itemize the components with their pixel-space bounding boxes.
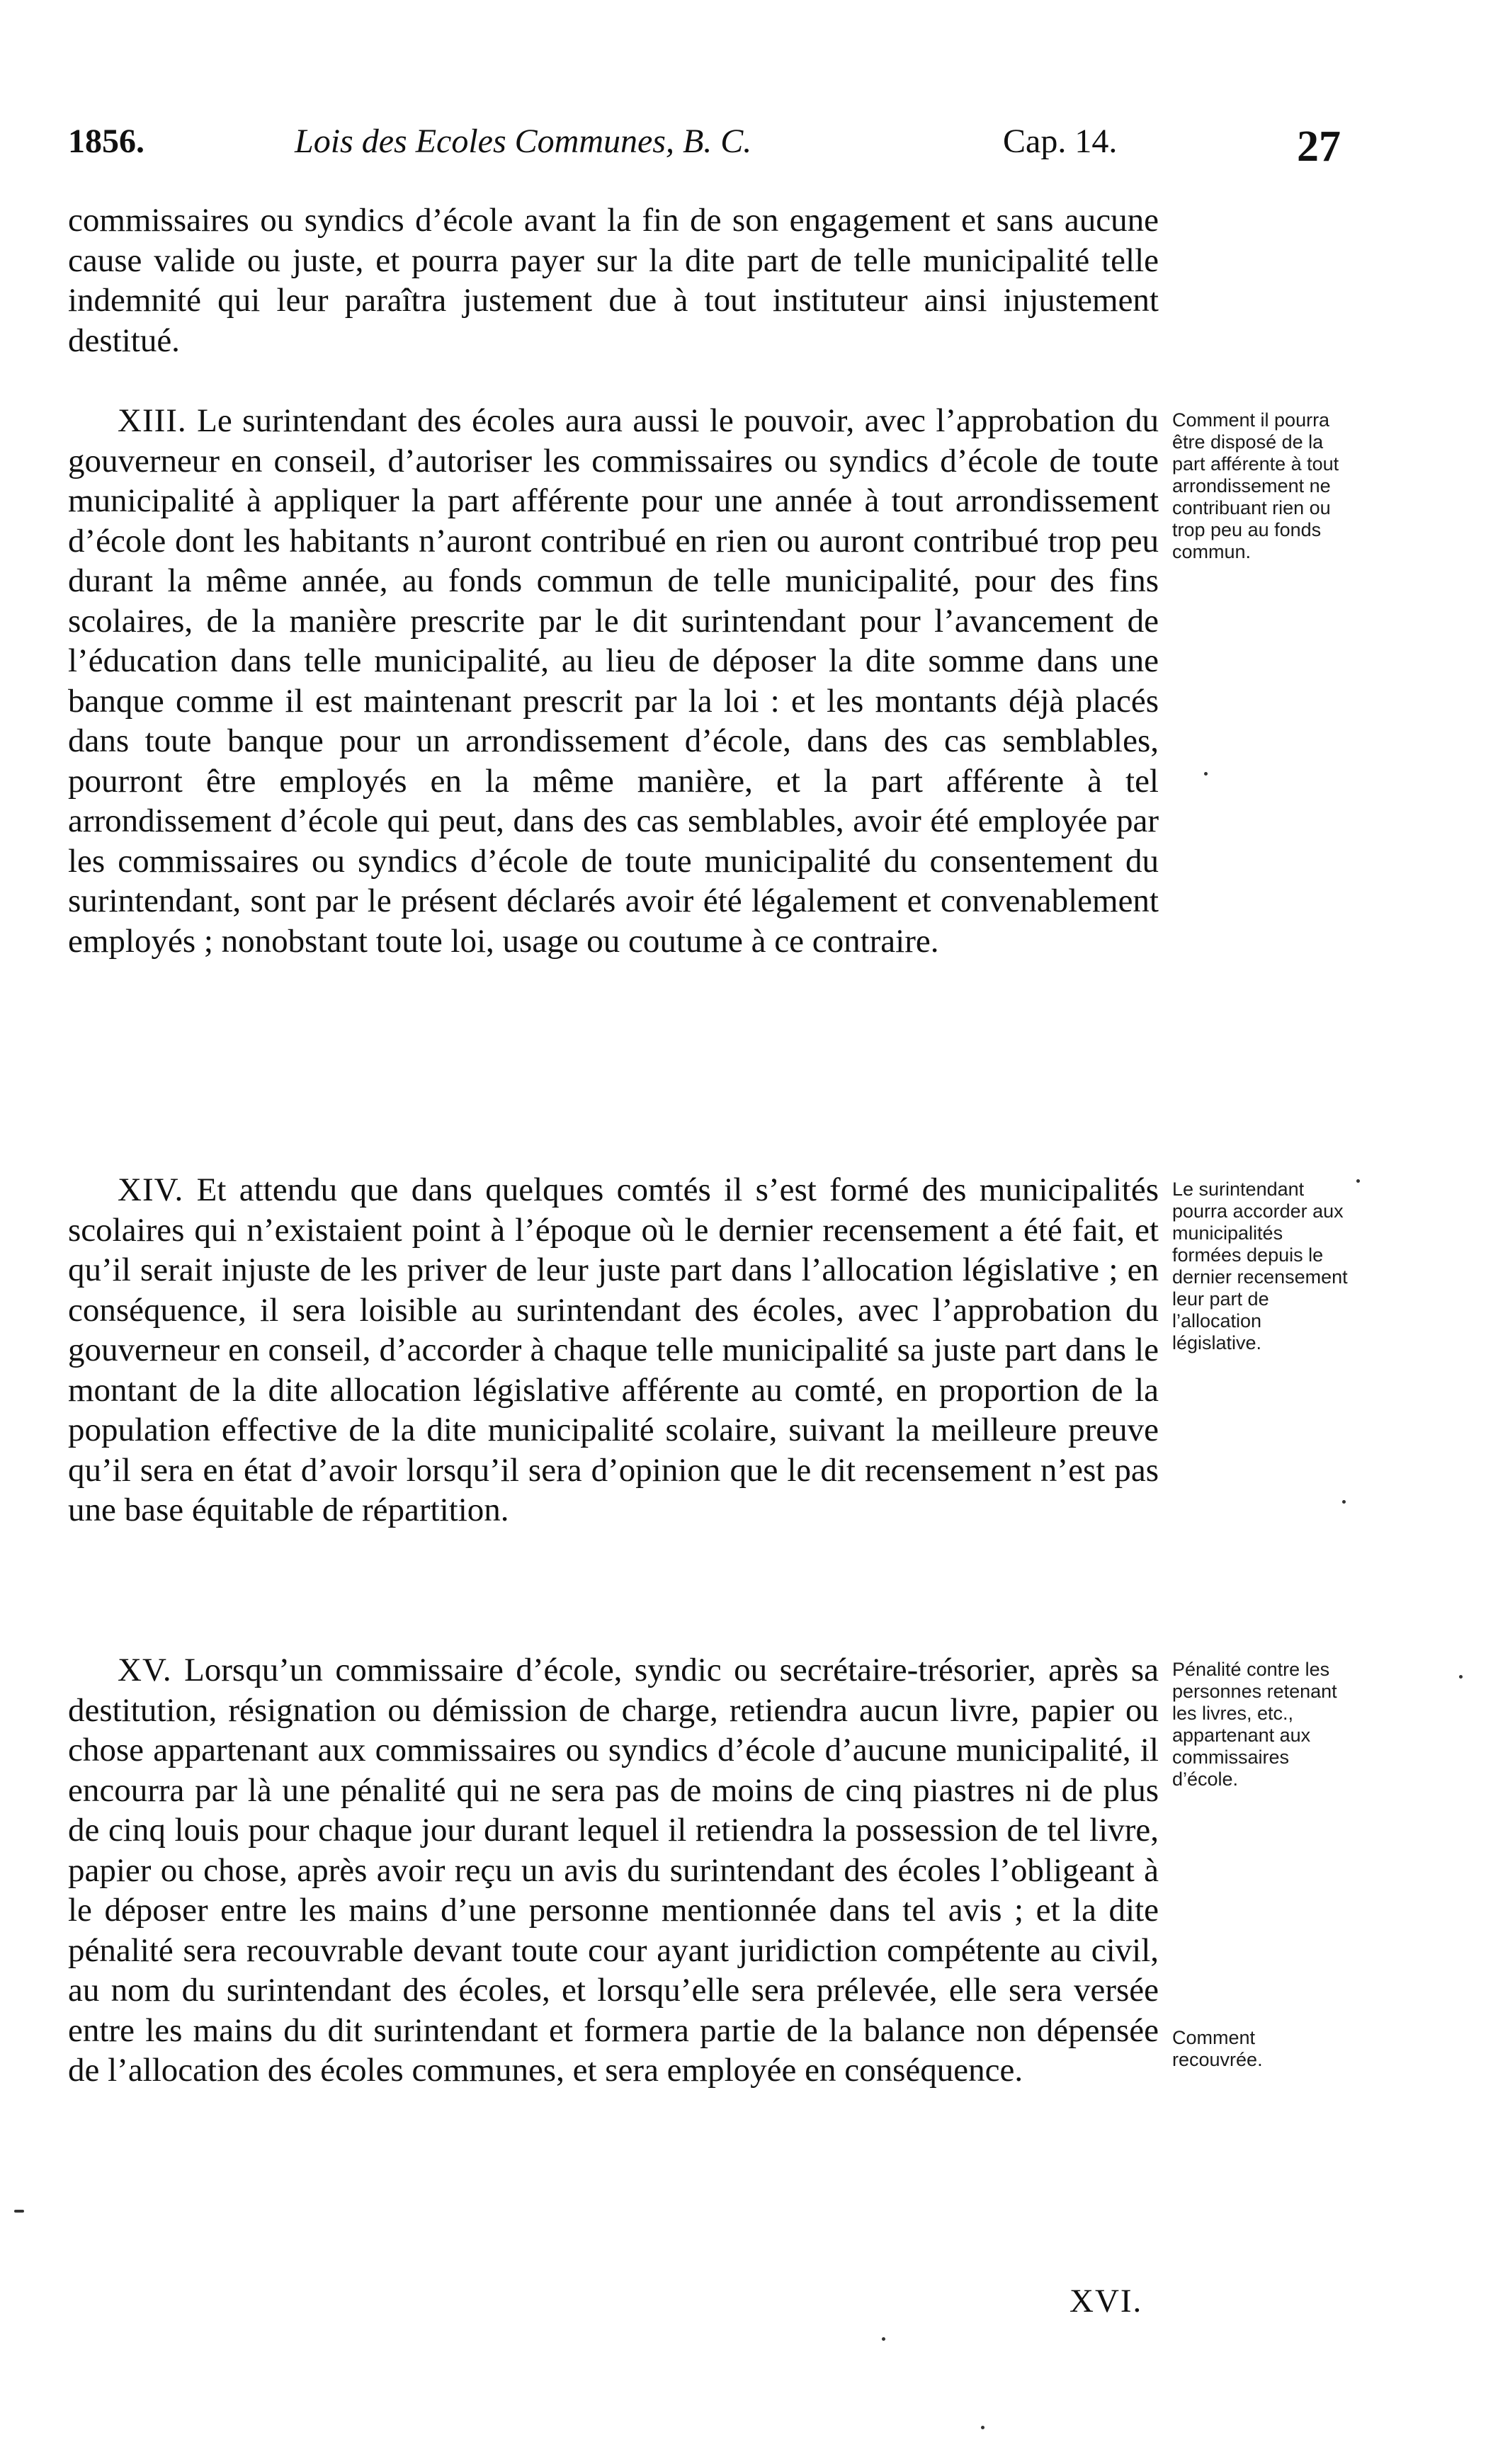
catchword: XVI. [1069, 2283, 1143, 2320]
scan-speck [1342, 1500, 1346, 1504]
marginal-note-xv-recovery: Comment recouvrée. [1172, 2027, 1263, 2070]
scan-speck [14, 2210, 24, 2213]
continuation-paragraph [68, 200, 1159, 360]
section-number: XIII. [118, 402, 187, 439]
section-xiii-paragraph [68, 401, 1159, 961]
scan-speck [882, 2337, 885, 2341]
section-number: XIV. [118, 1171, 184, 1208]
header-chapter: Cap. 14. [1003, 123, 1118, 160]
marginal-note-xiii: Comment il pourra être disposé de la part afférente à tout arrondissement ne contribuant rien ou trop peu au fonds commun. [1172, 409, 1339, 562]
header-title: Lois des Ecoles Communes, B. C. [295, 123, 752, 160]
section-xiii [68, 401, 1159, 961]
section-text: Et attendu que dans quelques comtés il s’est formé des municipalités scolaires qui n’existaient point à l’époque où le dernier recensement a été fait, et qu’il serait injuste de les priver de leur juste part dans l’allocation législative ; en conséquence, il sera loisible au surintendant des écoles, avec l’approbation du gouverneur en conseil, d’accorder à chaque telle municipalité sa juste part dans le montant de la dite allocation législative afférente au comté, en proportion de la population effective de la dite municipalité scolaire, suivant la meilleure preuve qu’il sera en état d’avoir lorsqu’il sera d’opinion que le dit recensement n’est pas une base équitable de répartition. [68, 1171, 1159, 1528]
section-xv-paragraph [68, 1650, 1159, 2091]
scan-speck [1204, 772, 1208, 776]
page-number: 27 [1297, 123, 1341, 171]
scan-speck [981, 2426, 985, 2429]
section-text: Lorsqu’un commissaire d’école, syndic ou secrétaire-trésorier, après sa destitution, résignation ou démission de charge, retiendra aucun livre, papier ou chose appartenant aux commissaires ou syndics d’école d’aucune municipalité, il encourra par là une pénalité qui ne sera pas de moins de cinq piastres ni de plus de cinq louis pour chaque jour durant lequel il retiendra la possession de tel livre, papier ou chose, après avoir reçu un avis du surintendant des écoles l’obligeant à le déposer entre les mains d’une personne mentionnée dans tel avis ; et la dite pénalité sera recouvrable devant toute cour ayant juridiction compétente au civil, au nom du surintendant des écoles, et lorsqu’elle sera prélevée, elle sera versée entre les mains du dit surintendant et formera partie de la balance non dépensée de l’allocation des écoles communes, et sera employée en conséquence. [68, 1652, 1159, 2089]
section-xiv-paragraph [68, 1170, 1159, 1531]
section-xiv [68, 1170, 1159, 1531]
running-header [68, 122, 1364, 178]
scan-speck [1356, 1179, 1360, 1183]
continuation-text: commissaires ou syndics d’école avant la fin de son engagement et sans aucune cause valide ou juste, et pourra payer sur la dite part de telle municipalité telle indemnité qui leur paraîtra justement due à tout instituteur ainsi injustement destitué. [68, 202, 1159, 359]
header-year: 1856. [68, 123, 144, 160]
section-text: Le surintendant des écoles aura aussi le pouvoir, avec l’approbation du gouverneur en conseil, d’autoriser les commissaires ou syndics d’école de toute municipalité à appliquer la part afférente pour une année à tout arrondissement d’école dont les habitants n’auront contribué en rien ou auront contribué trop peu durant la même année, au fonds commun de telle municipalité, pour des fins scolaires, de la manière prescrite par le dit surintendant pour l’avancement de l’éducation dans telle municipalité, au lieu de déposer la dite somme dans une banque comme il est maintenant prescrit par la loi : et les montants déjà placés dans toute banque pour un arrondissement d’école, dans des cas semblables, pourront être employés en la même manière, et la part afférente à tel arrondissement d’école qui peut, dans des cas semblables, avoir été employée par les commissaires ou syndics d’école de toute municipalité du consentement du surintendant, sont par le présent déclarés avoir été légalement et convenablement employés ; nonobstant toute loi, usage ou coutume à ce contraire. [68, 402, 1159, 960]
section-xv [68, 1650, 1159, 2091]
scan-speck [1459, 1675, 1463, 1679]
marginal-note-xv: Pénalité contre les personnes retenant les livres, etc., appartenant aux commissaires d’école. [1172, 1659, 1337, 1790]
section-number: XV. [118, 1652, 172, 1688]
marginal-note-xiv: Le surintendant pourra accorder aux municipalités formées depuis le dernier recensement leur part de l’allocation législative. [1172, 1179, 1348, 1353]
